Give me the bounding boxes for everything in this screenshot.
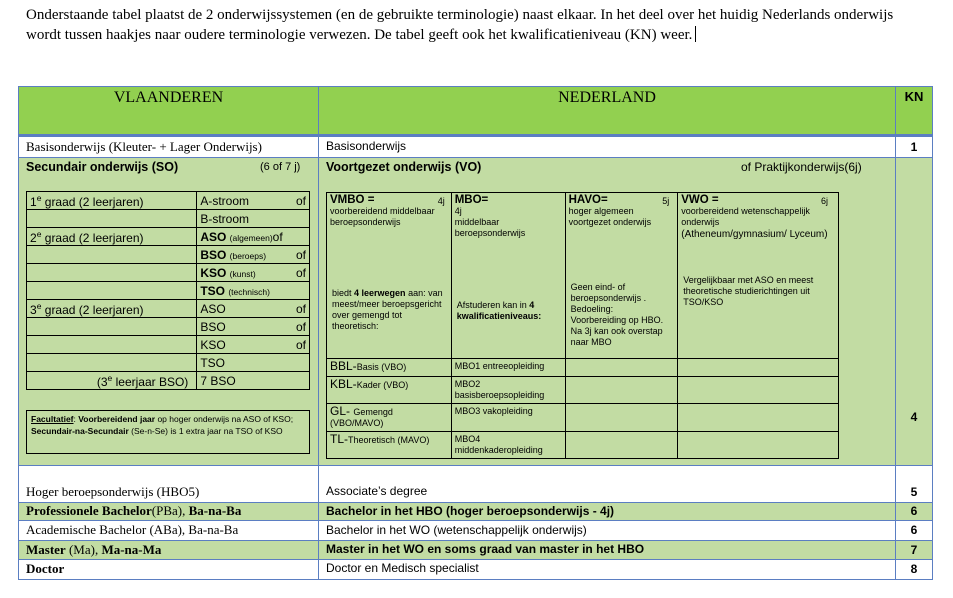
basis-vl: Basisonderwijs (Kleuter- + Lager Onderwijs) (26, 139, 262, 154)
vl-g3: 3e graad (2 leerjaren) (27, 300, 197, 318)
vl-secondary-table (26, 191, 310, 390)
nl-empty-h3 (565, 404, 678, 432)
nl-mbo3: MBO3 vakopleiding (451, 404, 565, 432)
sec-vl-years: (6 of 7 j) (260, 161, 301, 173)
nl-empty-h1 (565, 359, 678, 377)
hbo5-vl: Hoger beroepsonderwijs (HBO5) (26, 484, 200, 499)
basis-nl: Basisonderwijs (326, 139, 407, 153)
nl-bbl: BBL-Basis (VBO) (327, 359, 452, 377)
intro-paragraph (26, 5, 926, 45)
pba-nl: Bachelor in het HBO (hoger beroepsonderwijs - 4j) (326, 504, 615, 518)
sec-nl-right: of Praktijkonderwijs(6j) (741, 160, 862, 174)
vl-bso: BSO (beroeps) of (197, 246, 310, 264)
vl-g2: 2e graad (2 leerjaren) (27, 228, 197, 246)
nl-empty-v1 (678, 359, 839, 377)
sec-nl-title: Voortgezet onderwijs (VO) (326, 160, 482, 174)
text-cursor (695, 26, 696, 42)
nl-vwo: VWO = 6j voorbereidend wetenschappelijk onderwijs (Atheneum/gymnasium/ Lyceum) Vergelijkbaar met ASO en meest theoretische studierichtingen uit TSO/KSO (678, 193, 839, 359)
nl-empty-v2 (678, 377, 839, 404)
vl-tso: TSO (technisch) (197, 282, 310, 300)
vl-aso2: ASO of (197, 300, 310, 318)
hbo5-kn: 5 (910, 485, 918, 499)
pba-kn: 6 (910, 504, 918, 518)
nl-vmbo: VMBO = 4j voorbereidend middelbaar beroepsonderwijs biedt 4 leerwegen aan: van meest/meer beroepsgericht over gemengd tot theoretisch: (327, 193, 452, 359)
aba-vl: Academische Bachelor (ABa), Ba-na-Ba (26, 522, 239, 537)
sec-vl-title: Secundair onderwijs (SO) (26, 160, 179, 174)
sec-kn: 4 (910, 410, 918, 424)
nl-havo: HAVO= 5j hoger algemeen voortgezet onderwijs Geen eind- of beroepsonderwijs . Bedoeling: Voorbereiding op HBO. Na 3j kan ook overstap naar MBO (565, 193, 678, 359)
nl-mbo1: MBO1 entreeopleiding (451, 359, 565, 377)
nl-mbo2: MBO2 basisberoepsopleiding (451, 377, 565, 404)
vl-empty-4 (27, 282, 197, 300)
nl-tl: TL-Theoretisch (MAVO) (327, 432, 452, 459)
nl-mbo4: MBO4 middenkaderopleiding (451, 432, 565, 459)
nl-empty-h2 (565, 377, 678, 404)
nl-mbo: MBO= 4j middelbaar beroepsonderwijs Afstuderen kan in 4 kwalificatieniveaus: (451, 193, 565, 359)
header-nederland: NEDERLAND (558, 89, 656, 106)
master-nl: Master in het WO en soms graad van master in het HBO (326, 542, 645, 556)
aba-kn: 6 (910, 523, 918, 537)
header-kn: KN (904, 89, 924, 104)
vl-empty-7 (27, 354, 197, 372)
hbo5-nl: Associate’s degree (326, 484, 428, 498)
vl-empty-1 (27, 210, 197, 228)
vl-astroom: A-stroom of (197, 192, 310, 210)
nl-kbl: KBL-Kader (VBO) (327, 377, 452, 404)
vl-bso7: 7 BSO (197, 372, 310, 390)
vl-g1: 1e graad (2 leerjaren) (27, 192, 197, 210)
aba-nl: Bachelor in het WO (wetenschappelijk onderwijs) (326, 523, 587, 537)
nl-empty-h4 (565, 432, 678, 459)
nl-empty-v3 (678, 404, 839, 432)
doctor-nl: Doctor en Medisch specialist (326, 561, 479, 575)
vl-kso2: KSO of (197, 336, 310, 354)
basis-kn: 1 (910, 140, 918, 154)
vl-empty-3 (27, 264, 197, 282)
vl-l3: (3e leerjaar BSO) (27, 372, 197, 390)
nl-secondary-table (326, 192, 839, 459)
vl-facultatief-note: Facultatief: Voorbereidend jaar op hoger onderwijs na ASO of KSO; Secundair-na-Secundair (Se-n-Se) is 1 extra jaar na TSO of KSO (26, 410, 310, 454)
vl-bso2: BSO of (197, 318, 310, 336)
vl-empty-2 (27, 246, 197, 264)
vl-aso: ASO (algemeen)of (197, 228, 310, 246)
vl-bstroom: B-stroom (197, 210, 310, 228)
doctor-kn: 8 (910, 562, 918, 576)
vl-empty-6 (27, 336, 197, 354)
vl-tso2: TSO (197, 354, 310, 372)
master-vl: Master (Ma), Ma-na-Ma (26, 542, 162, 557)
intro-text: Onderstaande tabel plaatst de 2 onderwijssystemen (en de gebruikte terminologie) naast elkaar. In het deel over het huidig Nederlands onderwijs wordt tussen haakjes naar oudere terminologie verwezen. De tabel geeft ook het kwalificatieniveau (KN) weer. (26, 7, 894, 43)
nl-gl: GL- Gemengd (VBO/MAVO) (327, 404, 452, 432)
nl-empty-v4 (678, 432, 839, 459)
doctor-vl: Doctor (26, 561, 65, 576)
header-vlaanderen: VLAANDEREN (113, 89, 224, 106)
pba-vl: Professionele Bachelor(PBa), Ba-na-Ba (26, 503, 242, 518)
vl-kso: KSO (kunst) of (197, 264, 310, 282)
vl-empty-5 (27, 318, 197, 336)
master-kn: 7 (910, 543, 918, 557)
